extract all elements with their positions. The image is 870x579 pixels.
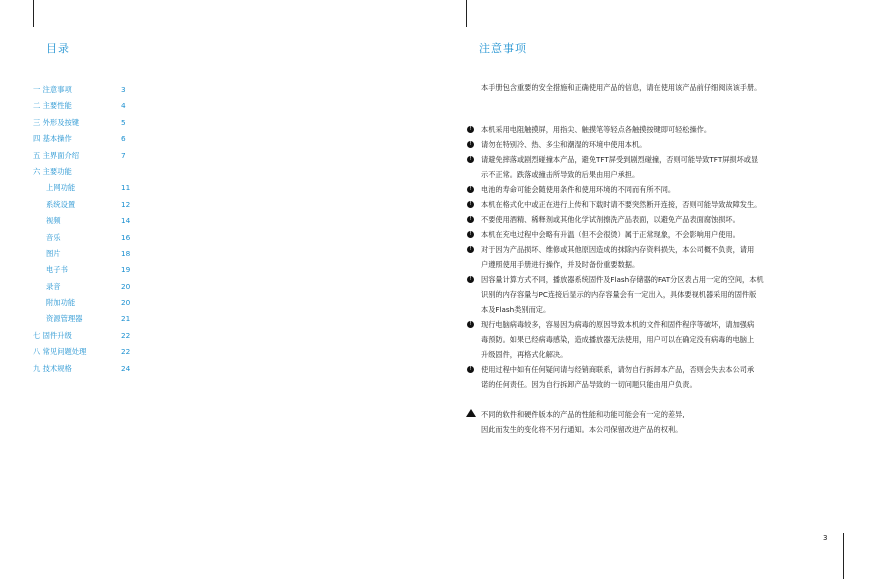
toc-entry[interactable] bbox=[33, 246, 143, 262]
toc-entry-page: 20 bbox=[121, 298, 131, 308]
toc-entry-label: 上网功能 bbox=[46, 183, 76, 193]
precaution-item bbox=[466, 182, 842, 197]
toc-entry-label: 图片 bbox=[46, 248, 61, 258]
precaution-text: 示不正常。跌落或撞击所导致的后果由用户承担。 bbox=[481, 170, 640, 179]
toc-entry-page: 22 bbox=[121, 347, 131, 357]
precaution-text: 本机采用电阻触摸屏，用指尖、触摸笔等轻点各触摸按键即可轻松操作。 bbox=[481, 125, 712, 134]
precaution-text: 升级固件，再格式化解决。 bbox=[481, 350, 568, 359]
alert-icon: ! bbox=[467, 141, 474, 148]
toc-entry-label: 音乐 bbox=[46, 232, 61, 242]
toc-entry-page: 5 bbox=[121, 117, 126, 127]
toc-entry-page: 24 bbox=[121, 363, 131, 373]
toc-entry[interactable] bbox=[33, 311, 143, 327]
toc-entry-label: 九 技术规格 bbox=[33, 363, 72, 373]
alert-icon: ! bbox=[467, 276, 474, 283]
warning-triangle-icon bbox=[466, 409, 476, 417]
alert-icon: ! bbox=[467, 231, 474, 238]
toc-entry-page: 7 bbox=[121, 150, 126, 160]
toc-entry[interactable] bbox=[33, 148, 143, 164]
alert-icon: ! bbox=[467, 321, 474, 328]
precaution-text: 识别的内存容量与PC连接后显示的内存容量会有一定出入，具体要视机器采用的固件版 bbox=[481, 290, 757, 299]
precaution-text: 诺的任何责任。因为自行拆卸产品导致的一切问题只能由用户负责。 bbox=[481, 380, 697, 389]
toc-entry[interactable] bbox=[33, 98, 143, 114]
toc-entry-page: 19 bbox=[121, 265, 131, 275]
page-number: 3 bbox=[823, 534, 828, 542]
alert-icon: ! bbox=[467, 126, 474, 133]
right-margin-rule-bottom bbox=[843, 533, 844, 579]
precaution-item bbox=[466, 317, 842, 362]
precaution-text: 本机在格式化中或正在进行上传和下载时请不要突然断开连接，否则可能导致故障发生。 bbox=[481, 200, 762, 209]
toc-entry-label: 六 主要功能 bbox=[33, 166, 72, 176]
precaution-item bbox=[466, 137, 842, 152]
precaution-text: 使用过程中如有任何疑问请与经销商联系，请勿自行拆卸本产品，否则会失去本公司承 bbox=[481, 365, 755, 374]
toc-entry-label: 电子书 bbox=[46, 265, 68, 275]
toc-entry-page: 14 bbox=[121, 216, 131, 226]
alert-icon: ! bbox=[467, 201, 474, 208]
note-line: 因此而发生的变化将不另行通知。本公司保留改进产品的权利。 bbox=[481, 425, 683, 434]
alert-icon: ! bbox=[467, 366, 474, 373]
precaution-item bbox=[466, 122, 842, 137]
precaution-text: 请勿在特别冷、热、多尘和潮湿的环境中使用本机。 bbox=[481, 140, 647, 149]
alert-icon: ! bbox=[467, 186, 474, 193]
toc-entry-page: 4 bbox=[121, 101, 126, 111]
toc-entry[interactable] bbox=[33, 115, 143, 131]
toc-entry-page: 16 bbox=[121, 232, 131, 242]
toc-entry-page: 6 bbox=[121, 134, 126, 144]
toc-entry-label: 四 基本操作 bbox=[33, 134, 72, 144]
page-title: 注意事项 bbox=[479, 42, 527, 55]
precaution-text: 不要使用酒精、稀释剂或其他化学试剂擦洗产品表面，以避免产品表面腐蚀损坏。 bbox=[481, 215, 740, 224]
spine-rule-top bbox=[466, 0, 467, 27]
toc-entry-label: 录音 bbox=[46, 281, 61, 291]
intro-paragraph: 本手册包含重要的安全措施和正确使用产品的信息，请在使用该产品前仔细阅读该手册。 bbox=[481, 83, 762, 92]
toc-entry[interactable] bbox=[33, 230, 143, 246]
toc-entry[interactable] bbox=[33, 213, 143, 229]
toc-heading: 目录 bbox=[46, 42, 70, 55]
precaution-text: 现行电脑病毒较多，容易因为病毒的原因导致本机的文件和固件程序等破坏，请加强病 bbox=[481, 320, 755, 329]
precaution-text: 本机在充电过程中会略有升温（但不会很烫）属于正常现象，不会影响用户使用。 bbox=[481, 230, 740, 239]
alert-icon: ! bbox=[467, 216, 474, 223]
toc-entry[interactable] bbox=[33, 279, 143, 295]
toc-entry[interactable] bbox=[33, 131, 143, 147]
toc-entry[interactable] bbox=[33, 328, 143, 344]
precaution-item bbox=[466, 212, 842, 227]
toc-entry-label: 八 常见问题处理 bbox=[33, 347, 87, 357]
alert-icon: ! bbox=[467, 156, 474, 163]
precaution-text: 本及Flash类别而定。 bbox=[481, 305, 551, 314]
precaution-text: 毒预防。如果已经病毒感染，造成播放器无法使用，用户可以在确定没有病毒的电脑上 bbox=[481, 335, 755, 344]
toc-entry-label: 三 外形及按键 bbox=[33, 117, 80, 127]
toc-entry[interactable] bbox=[33, 262, 143, 278]
toc-entry-label: 一 注意事项 bbox=[33, 85, 72, 94]
precaution-text: 户遵照使用手册进行操作，并及时备份重要数据。 bbox=[481, 260, 640, 269]
toc-entry[interactable] bbox=[33, 180, 143, 196]
toc-entry-label: 五 主界面介绍 bbox=[33, 150, 80, 160]
toc-entry[interactable] bbox=[33, 82, 143, 98]
toc-entry-label: 视频 bbox=[46, 216, 61, 226]
precaution-item bbox=[466, 362, 842, 392]
toc-entry-page: 12 bbox=[121, 199, 131, 209]
precaution-list bbox=[466, 122, 842, 392]
toc-entry[interactable] bbox=[33, 197, 143, 213]
precaution-text: 请避免摔落或剧烈碰撞本产品，避免TFT屏受到剧烈碰撞，否则可能导致TFT屏损坏或显 bbox=[481, 155, 759, 164]
toc-entry-page: 21 bbox=[121, 314, 131, 324]
toc-entry[interactable] bbox=[33, 295, 143, 311]
table-of-contents bbox=[33, 82, 143, 377]
toc-entry-page: 11 bbox=[121, 183, 131, 193]
alert-icon: ! bbox=[467, 246, 474, 253]
toc-entry-label: 七 固件升级 bbox=[33, 330, 72, 340]
toc-entry-label: 系统设置 bbox=[46, 199, 76, 209]
toc-entry[interactable] bbox=[33, 361, 143, 377]
precaution-item bbox=[466, 152, 842, 182]
disclaimer-note bbox=[466, 407, 842, 437]
toc-entry[interactable] bbox=[33, 164, 143, 180]
precaution-item bbox=[466, 197, 842, 212]
note-line: 不同的软件和硬件版本的产品的性能和功能可能会有一定的差异, bbox=[481, 410, 685, 419]
toc-entry-label: 资源管理器 bbox=[46, 314, 83, 324]
toc-entry-page: 20 bbox=[121, 281, 131, 291]
toc-entry-page: 3 bbox=[121, 85, 126, 94]
precaution-item bbox=[466, 227, 842, 242]
toc-entry[interactable] bbox=[33, 344, 143, 360]
precaution-text: 对于因为产品损坏、维修或其他原因造成的抹除内存资料损失，本公司概不负责，请用 bbox=[481, 245, 755, 254]
toc-entry-page: 22 bbox=[121, 330, 131, 340]
precaution-text: 因容量计算方式不同，播放器系统固件及Flash存储器的FAT分区表占用一定的空间，本机 bbox=[481, 275, 764, 284]
toc-entry-page: 18 bbox=[121, 248, 131, 258]
toc-entry-label: 二 主要性能 bbox=[33, 101, 72, 111]
precaution-item bbox=[466, 242, 842, 272]
precaution-item bbox=[466, 272, 842, 317]
toc-entry-label: 附加功能 bbox=[46, 298, 76, 308]
left-margin-rule-top bbox=[33, 0, 34, 27]
precaution-text: 电池的寿命可能会随使用条件和使用环境的不同而有所不同。 bbox=[481, 185, 676, 194]
